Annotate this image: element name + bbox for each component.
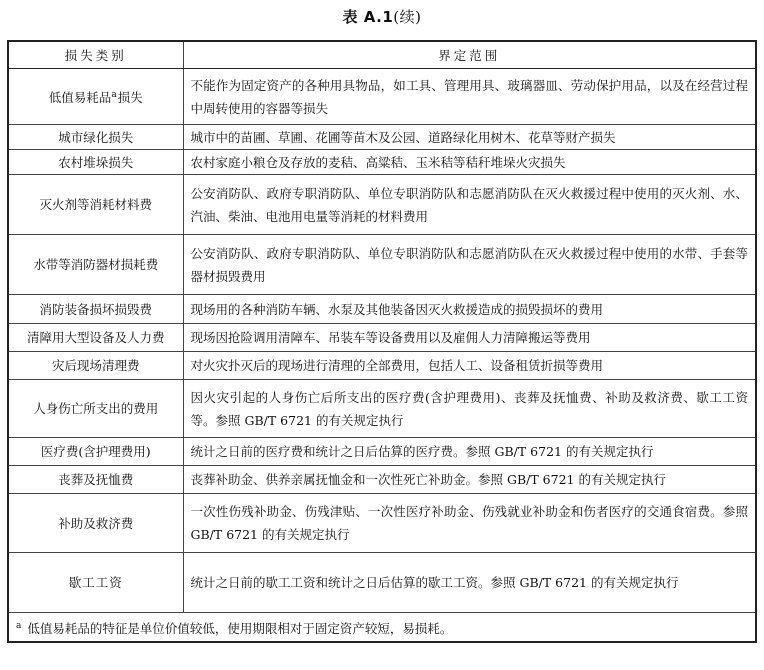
category-cell: 城市绿化损失 [8,125,183,150]
category-cell: 消防装备损坏损毁费 [8,295,183,324]
footnote-text: 低值易耗品的特征是单位价值较低，使用期限相对于固定资产较短，易损耗。 [27,620,453,636]
table-row [8,438,756,466]
definition-cell: 城市中的苗圃、草圃、花圃等苗木及公园、道路绿化用树木、花草等财产损失 [183,125,756,150]
definition-cell: 统计之日前的歇工工资和统计之日后估算的歇工工资。参照 GB/T 6721 的有关规定执行 [183,553,756,613]
table-row [8,235,756,295]
definition-cell: 农村家庭小粮仓及存放的麦秸、高粱秸、玉米秸等秸秆堆垛火灾损失 [183,150,756,175]
definition-cell: 丧葬补助金、供养亲属抚恤金和一次性死亡补助金。参照 GB/T 6721 的有关规定执行 [183,466,756,494]
category-cell: 医疗费(含护理费用) [8,438,183,466]
category-cell: 歇工工资 [8,553,183,613]
table-row [8,69,756,125]
table-continued-label: (续) [393,8,422,26]
category-cell: 灭火剂等消耗材料费 [8,175,183,235]
category-cell: 灾后现场清理费 [8,352,183,380]
table-row [8,380,756,438]
table-row [8,295,756,324]
table-row [8,175,756,235]
definition-cell: 统计之日前的医疗费和统计之日后估算的医疗费。参照 GB/T 6721 的有关规定执行 [183,438,756,466]
definition-cell: 现场用的各种消防车辆、水泵及其他装备因灭火救援造成的损毁损坏的费用 [183,295,756,324]
definition-cell: 因火灾引起的人身伤亡后所支出的医疗费(含护理费用)、丧葬及抚恤费、补助及救济费、歇工工资等。参照 GB/T 6721 的有关规定执行 [183,380,756,438]
footnote-marker: a [111,90,117,100]
definition-cell: 不能作为固定资产的各种用具物品，如工具、管理用具、玻璃器皿、劳动保护用品，以及在经营过程中周转使用的容器等损失 [183,69,756,125]
table-row [8,466,756,494]
loss-category-table [7,40,757,643]
header-loss-category: 损失类别 [8,41,183,69]
category-cell: 清障用大型设备及人力费 [8,324,183,352]
category-suffix: 损失 [117,90,143,105]
table-header-row [8,41,756,69]
table-row [8,553,756,613]
table-row [8,125,756,150]
footnote-cell [8,613,756,643]
category-cell: 农村堆垛损失 [8,150,183,175]
table-row [8,150,756,175]
category-cell: 水带等消防器材损耗费 [8,235,183,295]
definition-cell: 公安消防队、政府专职消防队、单位专职消防队和志愿消防队在灭火救援过程中使用的水带、手套等器材损毁费用 [183,235,756,295]
footnote-row [8,613,756,643]
table-row [8,352,756,380]
table-row [8,494,756,553]
definition-cell: 对火灾扑灭后的现场进行清理的全部费用，包括人工、设备租赁折损等费用 [183,352,756,380]
category-cell: 人身伤亡所支出的费用 [8,380,183,438]
table-row [8,324,756,352]
category-cell: 补助及救济费 [8,494,183,553]
table-caption [0,6,764,27]
definition-cell: 一次性伤残补助金、伤残津贴、一次性医疗补助金、伤残就业补助金和伤者医疗的交通食宿费。参照 GB/T 6721 的有关规定执行 [183,494,756,553]
definition-cell: 现场因抢险调用清障车、吊装车等设备费用以及雇佣人力清障搬运等费用 [183,324,756,352]
definition-cell: 公安消防队、政府专职消防队、单位专职消防队和志愿消防队在灭火救援过程中使用的灭火剂、水、汽油、柴油、电池用电量等消耗的材料费用 [183,175,756,235]
header-definition-scope: 界定范围 [183,41,756,69]
category-cell: 丧葬及抚恤费 [8,466,183,494]
category-text: 低值易耗品 [48,90,112,105]
footnote-marker: a [16,620,22,631]
table-title: 表 A.1 [342,8,394,26]
category-cell [8,69,183,125]
